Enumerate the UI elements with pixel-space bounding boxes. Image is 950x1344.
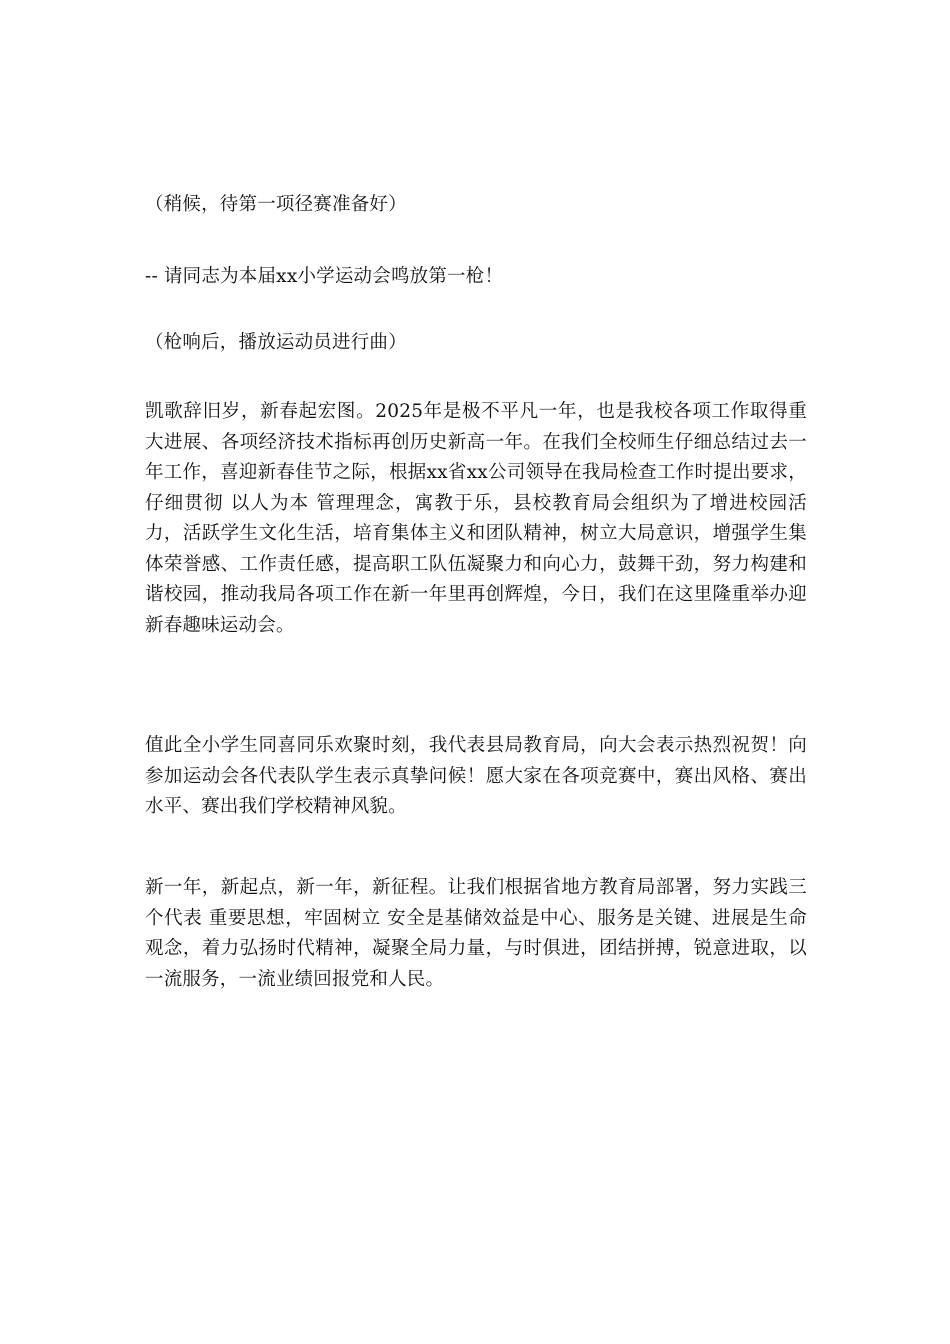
speech-paragraph-closing: 新一年，新起点，新一年，新征程。让我们根据省地方教育局部署，努力实践三个代表 重要思想，牢固树立 安全是基储效益是中心、服务是关键、进展是生命 观念，着力弘扬时代精神，凝聚全局力量，与时俱进，团结拼搏，锐意进取，以一流服务，一流业绩回报党和人民。 bbox=[145, 877, 807, 990]
starting-gun-invitation: -- 请同志为本届xx小学运动会鸣放第一枪！ bbox=[145, 266, 504, 287]
speech-paragraph-opening: 凯歌辞旧岁，新春起宏图。2025年是极不平凡一年，也是我校各项工作取得重大进展、各项经济技术指标再创历史新高一年。在我们全校师生仔细总结过去一年工作，喜迎新春佳节之际，根据xx省xx公司领导在我局检查工作时提出要求，仔细贯彻 以人为本 管理理念，寓教于乐，县校教育局会组织为了增进校园活力，活跃学生文化生活，培育集体主义和团队精神，树立大局意识，增强学生集体荣誉感、工作责任感，提高职工队伍凝聚力和向心力，鼓舞干劲，努力构建和谐校园，推动我局各项工作在新一年里再创辉煌，今日，我们在这里隆重举办迎新春趣味运动会。 bbox=[145, 401, 807, 636]
speech-paragraph-congratulations: 值此全小学生同喜同乐欢聚时刻，我代表县局教育局，向大会表示热烈祝贺！向参加运动会各代表队学生表示真挚问候！愿大家在各项竞赛中，赛出风格、赛出水平、赛出我们学校精神风貌。 bbox=[145, 735, 807, 817]
stage-direction-march: （枪响后，播放运动员进行曲） bbox=[145, 332, 407, 353]
stage-direction-wait: （稍候，待第一项径赛准备好） bbox=[145, 194, 407, 215]
